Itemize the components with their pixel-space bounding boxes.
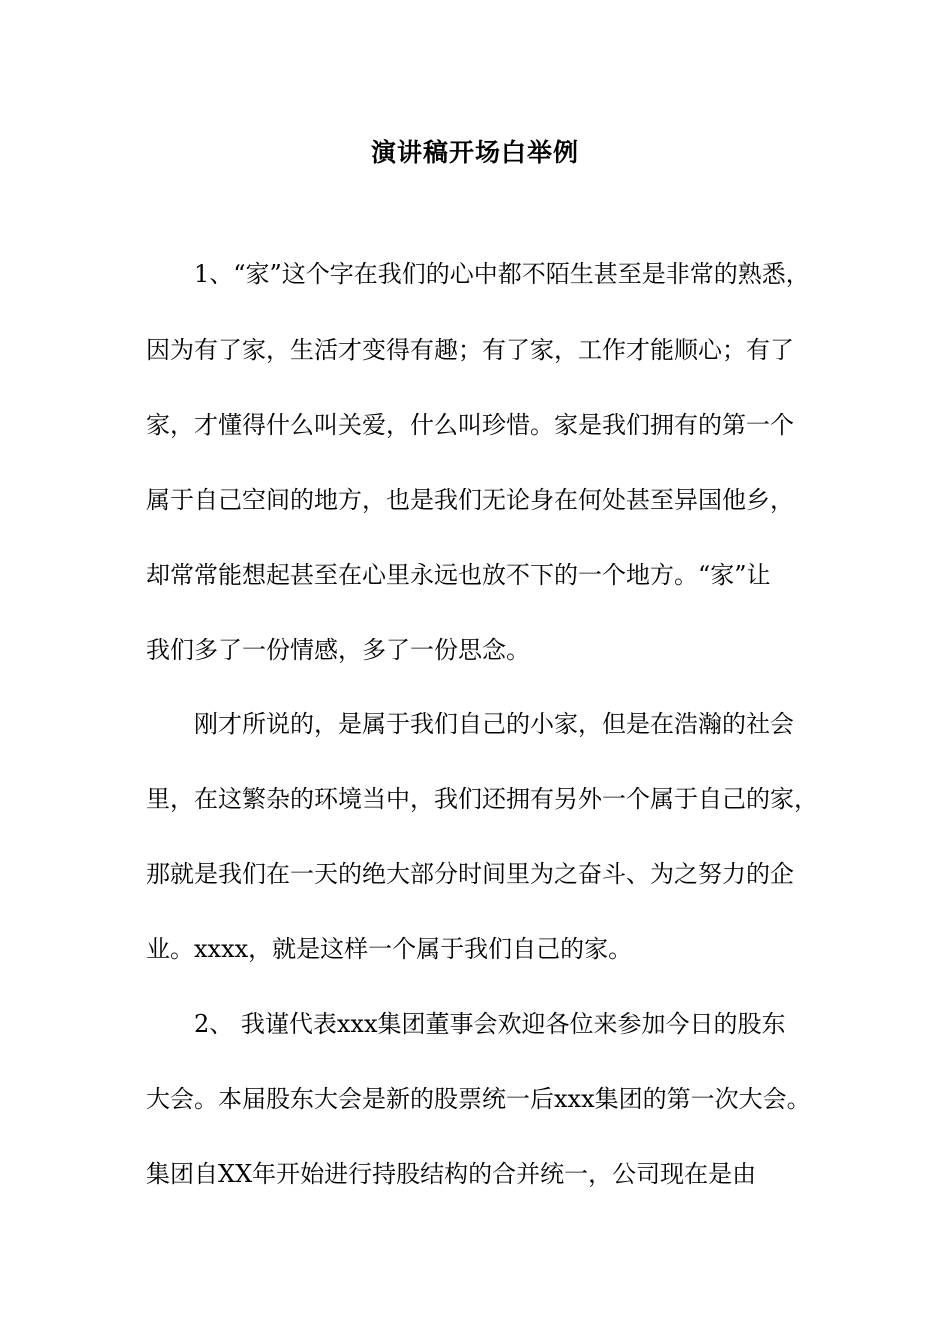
paragraph-line: 属于自己空间的地方，也是我们无论身在何处甚至异国他乡， [146, 486, 794, 514]
paragraph-line: 2、 我谨代表xxx集团董事会欢迎各位来参加今日的股东 [194, 1010, 786, 1038]
paragraph-line: 1、“家”这个字在我们的心中都不陌生甚至是非常的熟悉， [194, 260, 810, 288]
paragraph-line: 业。xxxx，就是这样一个属于我们自己的家。 [146, 935, 633, 963]
paragraph-line: 大会。本届股东大会是新的股票统一后xxx集团的第一次大会。 [146, 1085, 811, 1113]
paragraph-line: 那就是我们在一天的绝大部分时间里为之奋斗、为之努力的企 [146, 860, 794, 888]
paragraph-line: 因为有了家，生活才变得有趣；有了家，工作才能顺心；有了 [146, 336, 794, 364]
paragraph-line: 集团自XX年开始进行持股结构的合并统一，公司现在是由 [146, 1160, 757, 1188]
document-title: 演讲稿开场白举例 [370, 138, 579, 167]
paragraph-line: 里，在这繁杂的环境当中，我们还拥有另外一个属于自己的家， [146, 785, 818, 813]
paragraph-line: 家，才懂得什么叫关爱，什么叫珍惜。家是我们拥有的第一个 [146, 411, 794, 439]
paragraph-line: 却常常能想起甚至在心里永远也放不下的一个地方。“家”让 [146, 561, 771, 589]
paragraph-line: 刚才所说的，是属于我们自己的小家，但是在浩瀚的社会 [194, 710, 794, 738]
paragraph-line: 我们多了一份情感，多了一份思念。 [146, 636, 530, 664]
